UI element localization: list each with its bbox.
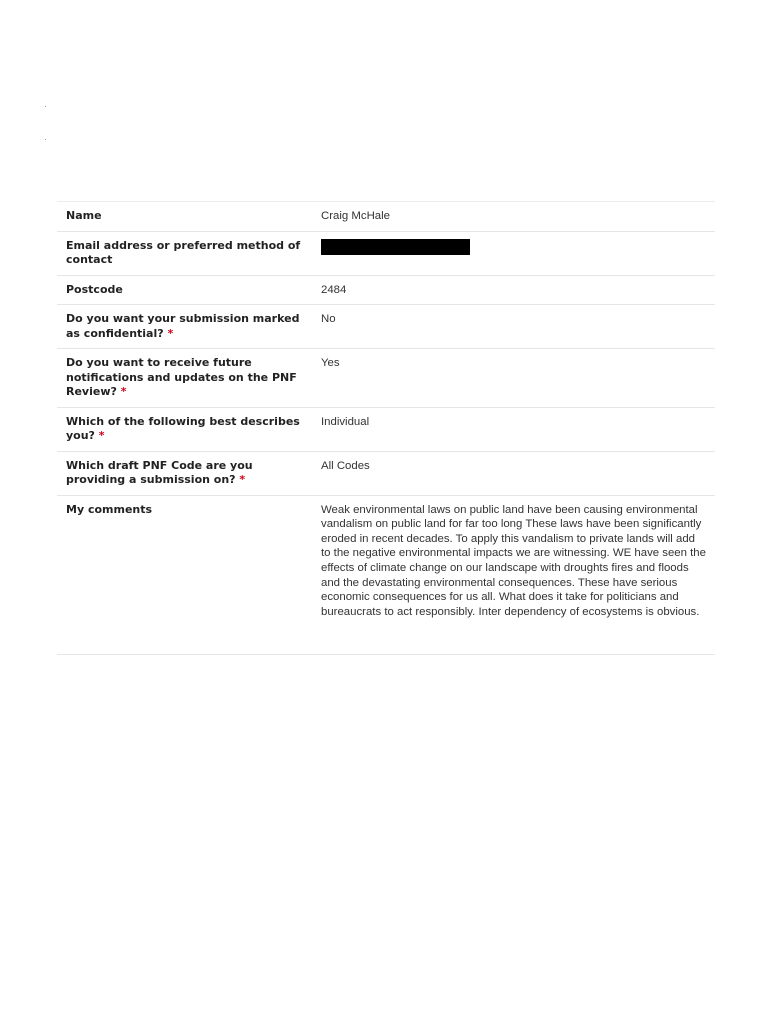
required-marker: *	[167, 326, 174, 340]
row-email	[57, 232, 715, 276]
field-value-name: Craig McHale	[321, 210, 390, 222]
row-notifications	[57, 349, 715, 408]
field-label: Which draft PNF Code are you providing a submission on? *	[66, 458, 253, 487]
row-describes-you	[57, 408, 715, 452]
page-mark	[45, 139, 46, 140]
row-comments	[57, 496, 715, 655]
row-name	[57, 202, 715, 232]
field-label: Do you want your submission marked as confidential? *	[66, 312, 300, 340]
row-postcode	[57, 276, 715, 306]
field-label: Postcode	[66, 282, 123, 296]
field-value-confidential: No	[321, 313, 336, 326]
redaction-box	[321, 239, 470, 255]
field-label: Which of the following best describes you? *	[66, 414, 300, 443]
field-value-email	[321, 239, 715, 268]
field-label: Do you want to receive future notifications and updates on the PNF Review? *	[66, 356, 297, 399]
field-label: Name	[66, 209, 102, 222]
field-value-comments: Weak environmental laws on public land have been causing environmental vandalism on public land for far too long These laws have been significantly eroded in recent decades. To apply this vandalism to private lands will add to the negative environmental impacts we are witnessing. WE have seen the effects of climate change on our landscape with droughts fires and floods and the devastating environmental consequences. These have serious economic consequences for us all. What does it take for politicians and bureaucrats to act responsibly. Inter dependency of ecosystems is obvious.	[321, 503, 706, 618]
submission-details-table	[57, 201, 715, 655]
field-label: Email address or preferred method of contact	[66, 238, 301, 267]
field-value-notifications: Yes	[321, 357, 340, 370]
required-marker: *	[120, 385, 127, 399]
field-label: My comments	[66, 502, 153, 516]
field-value-postcode: 2484	[321, 283, 347, 296]
required-marker: *	[98, 429, 105, 443]
page-mark	[45, 106, 46, 107]
field-value-describes-you: Individual	[321, 415, 370, 428]
row-confidential	[57, 305, 715, 349]
row-pnf-code	[57, 452, 715, 496]
required-marker: *	[239, 473, 246, 487]
field-value-pnf-code: All Codes	[321, 459, 370, 472]
